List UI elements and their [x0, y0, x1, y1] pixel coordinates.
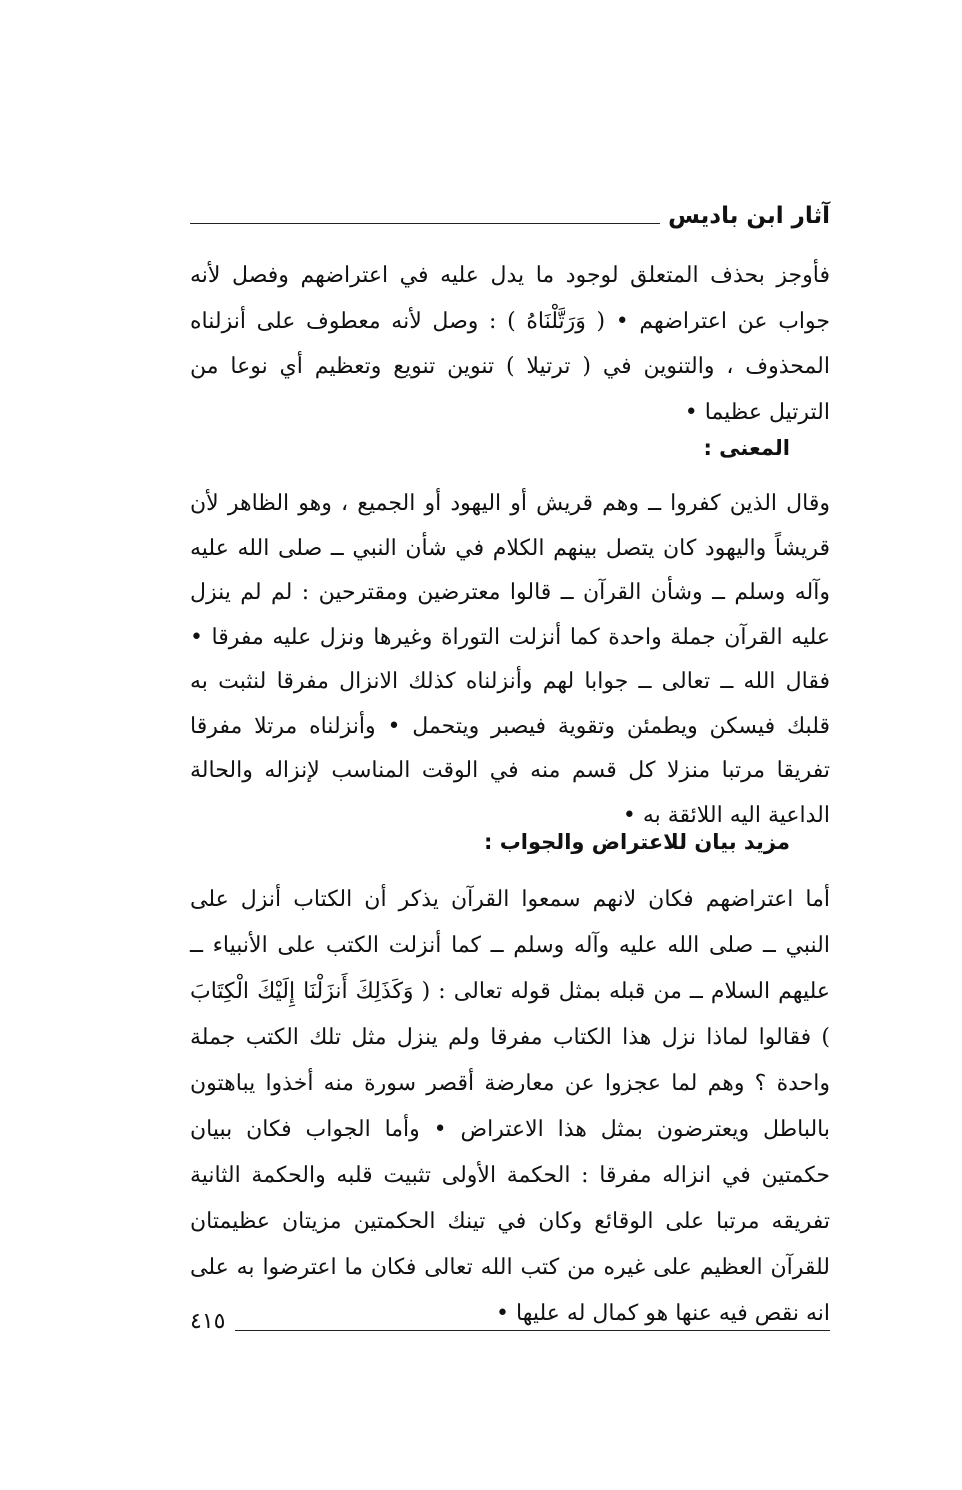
header-rule [190, 223, 660, 224]
paragraph-meaning: وقال الذين كفروا ــ وهم قريش أو اليهود أو الجميع ، وهو الظاهر لأن قريشاً واليهود كان يتصل بينهم الكلام في شأن النبي ــ صلى الله عليه وآله وسلم ــ وشأن القرآن ــ قالوا معترضين ومقترحين : لم لم ينزل عليه القرآن جملة واحدة كما أنزلت التوراة وغيرها ونزل عليه مفرقا • فقال الله ــ تعالى ــ جوابا لهم وأنزلناه كذلك الانزال مفرقا لنثبت به قلبك فيسكن ويطمئن وتقوية فيصبر ويتحمل • وأنزلناه مرتلا مفرقا تفريقا مرتبا منزلا كل قسم منه في الوقت المناسب لإنزاله والحالة الداعية اليه اللائقة به • [190, 491, 830, 828]
section-heading-objection: مزيد بيان للاعتراض والجواب : [484, 830, 790, 854]
page-header [190, 196, 830, 230]
section-heading-meaning: المعنى : [703, 436, 790, 460]
paragraph-objection: أما اعتراضهم فكان لانهم سمعوا القرآن يذكر أن الكتاب أنزل على النبي ــ صلى الله عليه وآله وسلم ــ كما أنزلت الكتب على الأنبياء ــ عليهم السلام ــ من قبله بمثل قوله تعالى : ( وَكَذَلِكَ أَنزَلْنَا إِلَيْكَ الْكِتَابَ ) فقالوا لماذا نزل هذا الكتاب مفرقا ولم ينزل مثل تلك الكتب جملة واحدة ؟ وهم لما عجزوا عن معارضة أقصر سورة منه أخذوا يباهتون بالباطل ويعترضون بمثل هذا الاعتراض • وأما الجواب فكان ببيان حكمتين في انزاله مفرقا : الحكمة الأولى تثبيت قلبه والحكمة الثانية تفريقه مرتبا على الوقائع وكان في تينك الحكمتين مزيتان عظيمتان للقرآن العظيم على غيره من كتب الله تعالى فكان ما اعترضوا به على انه نقص فيه عنها هو كمال له عليها • [190, 887, 830, 1326]
paragraph-syntax: فأوجز بحذف المتعلق لوجود ما يدل عليه في اعتراضهم وفصل لأنه جواب عن اعتراضهم • ( وَرَتَّلْنَاهُ ) : وصل لأنه معطوف على أنزلناه المحذوف ، والتنوين في ( ترتيلا ) تنوين تنويع وتعظيم أي نوعا من الترتيل عظيما • [190, 263, 830, 425]
page-footer [190, 1302, 830, 1336]
footer-rule [235, 1330, 830, 1331]
page-number: ٤١٥ [190, 1309, 226, 1334]
running-title: آثار ابن باديس [668, 203, 830, 229]
